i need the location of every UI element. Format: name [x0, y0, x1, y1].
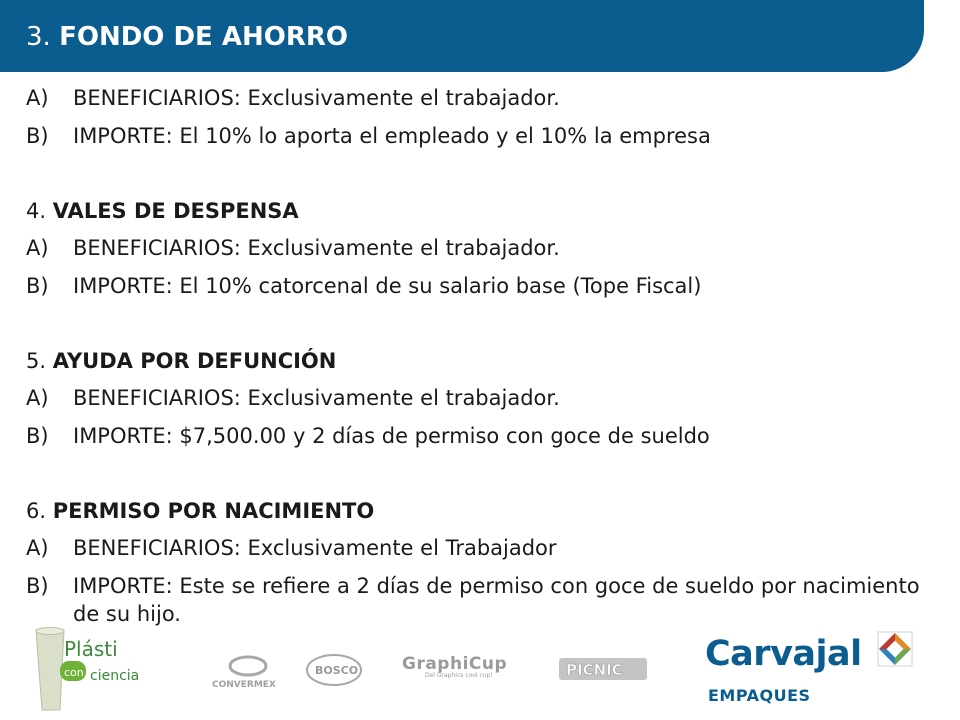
page-title: 3. FONDO DE AHORRO: [26, 22, 348, 52]
list-item: [26, 568, 926, 628]
section-permiso-nacimiento: [26, 493, 926, 628]
list-item: [26, 530, 926, 568]
item-marker: A): [26, 536, 49, 560]
graphicup-tagline: Del Graphics cool cup!: [425, 672, 493, 679]
section-ayuda-defuncion: [26, 343, 926, 456]
content: [26, 80, 926, 628]
list-item: [26, 118, 926, 156]
section-heading: 5. AYUDA POR DEFUNCIÓN: [26, 348, 337, 373]
item-text: IMPORTE: Este se refiere a 2 días de permiso con goce de sueldo por nacimiento de su hijo.: [73, 573, 920, 626]
list-item: [26, 380, 926, 418]
list-item: [26, 268, 926, 306]
item-text: IMPORTE: El 10% lo aporta el empleado y el 10% la empresa: [73, 123, 711, 148]
section-heading: 6. PERMISO POR NACIMIENTO: [26, 498, 375, 523]
plasti-con-ciencia-logo: [34, 626, 154, 712]
section-vales-despensa: [26, 193, 926, 306]
carvajal-empaques: EMPAQUES: [708, 686, 811, 705]
carvajal-cube-icon: [876, 630, 914, 668]
item-marker: B): [26, 123, 49, 148]
item-marker: A): [26, 236, 49, 260]
section-heading: 4. VALES DE DESPENSA: [26, 198, 299, 223]
list-item: [26, 80, 926, 118]
item-text: IMPORTE: El 10% catorcenal de su salario base (Tope Fiscal): [73, 273, 702, 298]
graphicup-logo: GraphiCup: [402, 654, 508, 674]
plasti-con: con: [64, 666, 84, 679]
item-marker: B): [26, 573, 49, 598]
convermex-text: CONVERMEX: [212, 680, 276, 690]
item-text: BENEFICIARIOS: Exclusivamente el trabajador.: [73, 236, 560, 260]
item-marker: B): [26, 423, 49, 448]
item-marker: B): [26, 273, 49, 298]
item-text: BENEFICIARIOS: Exclusivamente el trabajador.: [73, 86, 560, 110]
item-text: BENEFICIARIOS: Exclusivamente el trabajador.: [73, 386, 560, 410]
picnic-text: PICNIC: [566, 661, 623, 679]
list-item: [26, 418, 926, 456]
item-text: IMPORTE: $7,500.00 y 2 días de permiso con goce de sueldo: [73, 423, 710, 448]
plasti-bottom: ciencia: [90, 668, 140, 684]
item-text: BENEFICIARIOS: Exclusivamente el Trabajador: [73, 536, 557, 560]
item-marker: A): [26, 86, 49, 110]
bosco-logo: [305, 652, 363, 688]
list-item: [26, 230, 926, 268]
convermex-logo: [210, 652, 290, 692]
bosco-text: BOSCO: [315, 664, 359, 677]
plasti-top: Plásti: [64, 637, 118, 661]
carvajal-logo: Carvajal: [705, 634, 862, 674]
section-fondo-ahorro: [26, 80, 926, 155]
item-marker: A): [26, 386, 49, 410]
picnic-logo: [558, 656, 648, 682]
